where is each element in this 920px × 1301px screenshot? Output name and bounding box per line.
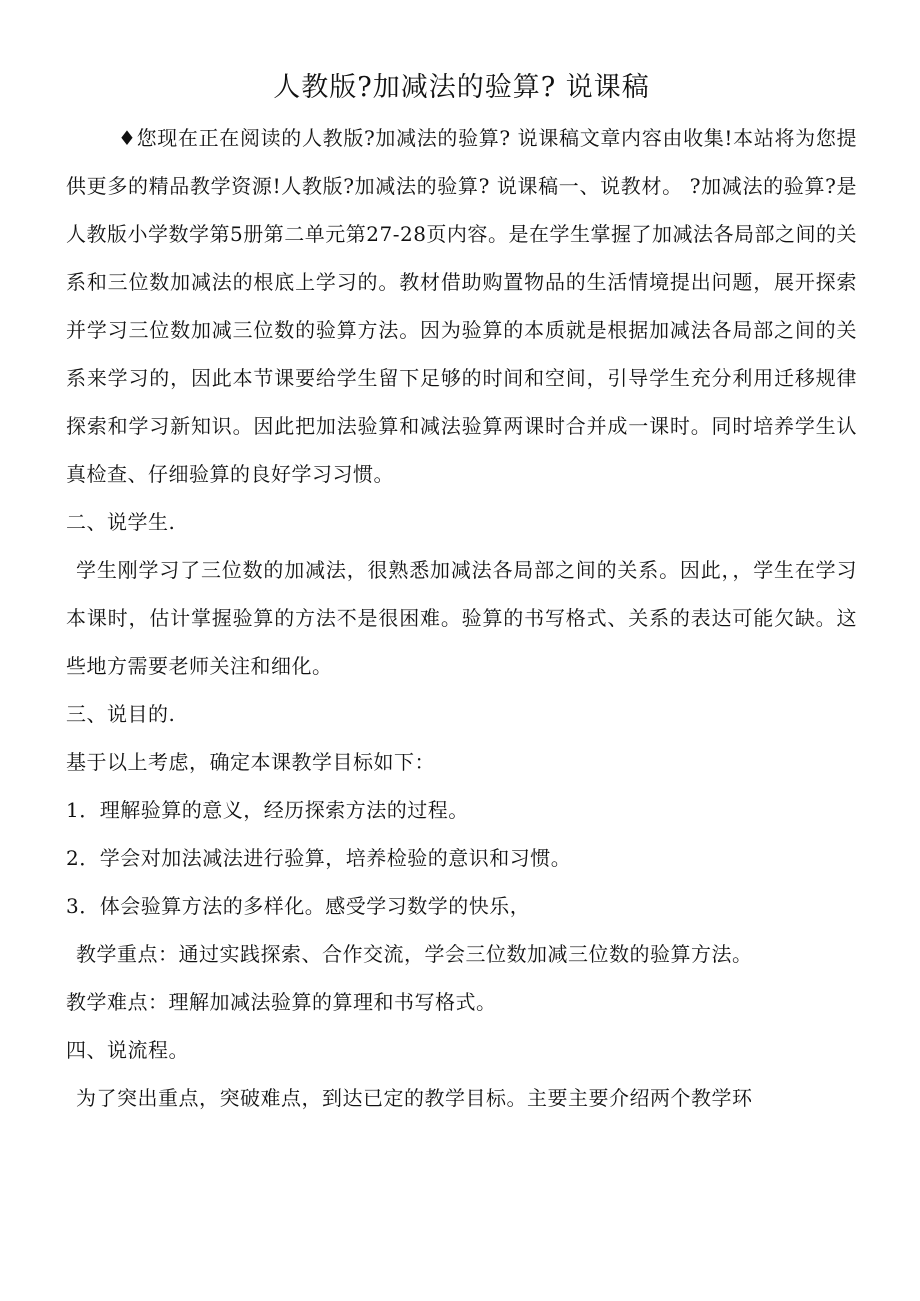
document-title: 人教版?加减法的验算? 说课稿	[273, 72, 650, 103]
paragraph-students: 学生刚学习了三位数的加减法，很熟悉加减法各局部之间的关系。因此，，学生在学习本课时，估计掌握验算的方法不是很困难。验算的书写格式、关系的表达可能欠缺。这些地方需要老师关注和细化。	[66, 558, 857, 678]
paragraph-intro-textbook: ♦您现在正在阅读的人教版?加减法的验算? 说课稿文章内容由收集!本站将为您提供更多的精品教学资源!人教版?加减法的验算? 说课稿一、说教材。 ?加减法的验算?是人教版小学数学第5册第二单元第27-28页内容。是在学生掌握了加减法各局部之间的关系和三位数加减法的根底上学习的。教材借助购置物品的生活情境提出问题，展开探索并学习三位数加减三位数的验算方法。因为验算的本质就是根据加减法各局部之间的关系来学习的，因此本节课要给学生留下足够的时间和空间，引导学生充分利用迁移规律探索和学习新知识。因此把加法验算和减法验算两课时合并成一课时。同时培养学生认真检查、仔细验算的良好学习习惯。	[66, 126, 857, 486]
paragraph-key-point: 教学重点：通过实践探索、合作交流，学会三位数加减三位数的验算方法。	[76, 942, 753, 966]
goal-item-3: 3．体会验算方法的多样化。感受学习数学的快乐，	[66, 894, 531, 918]
goal-item-2: 2．学会对加法减法进行验算，培养检验的意识和习惯。	[66, 846, 572, 870]
goal-item-1: 1．理解验算的意义，经历探索方法的过程。	[66, 798, 469, 822]
section-heading-goals: 三、说目的.	[66, 702, 176, 726]
section-heading-process: 四、说流程。	[66, 1038, 189, 1062]
paragraph-goals-intro: 基于以上考虑，确定本课教学目标如下：	[66, 750, 435, 774]
paragraph-process: 为了突出重点，突破难点，到达已定的教学目标。主要主要介绍两个教学环	[76, 1086, 753, 1110]
section-heading-students: 二、说学生.	[66, 510, 176, 534]
paragraph-difficult-point: 教学难点：理解加减法验算的算理和书写格式。	[66, 990, 497, 1014]
